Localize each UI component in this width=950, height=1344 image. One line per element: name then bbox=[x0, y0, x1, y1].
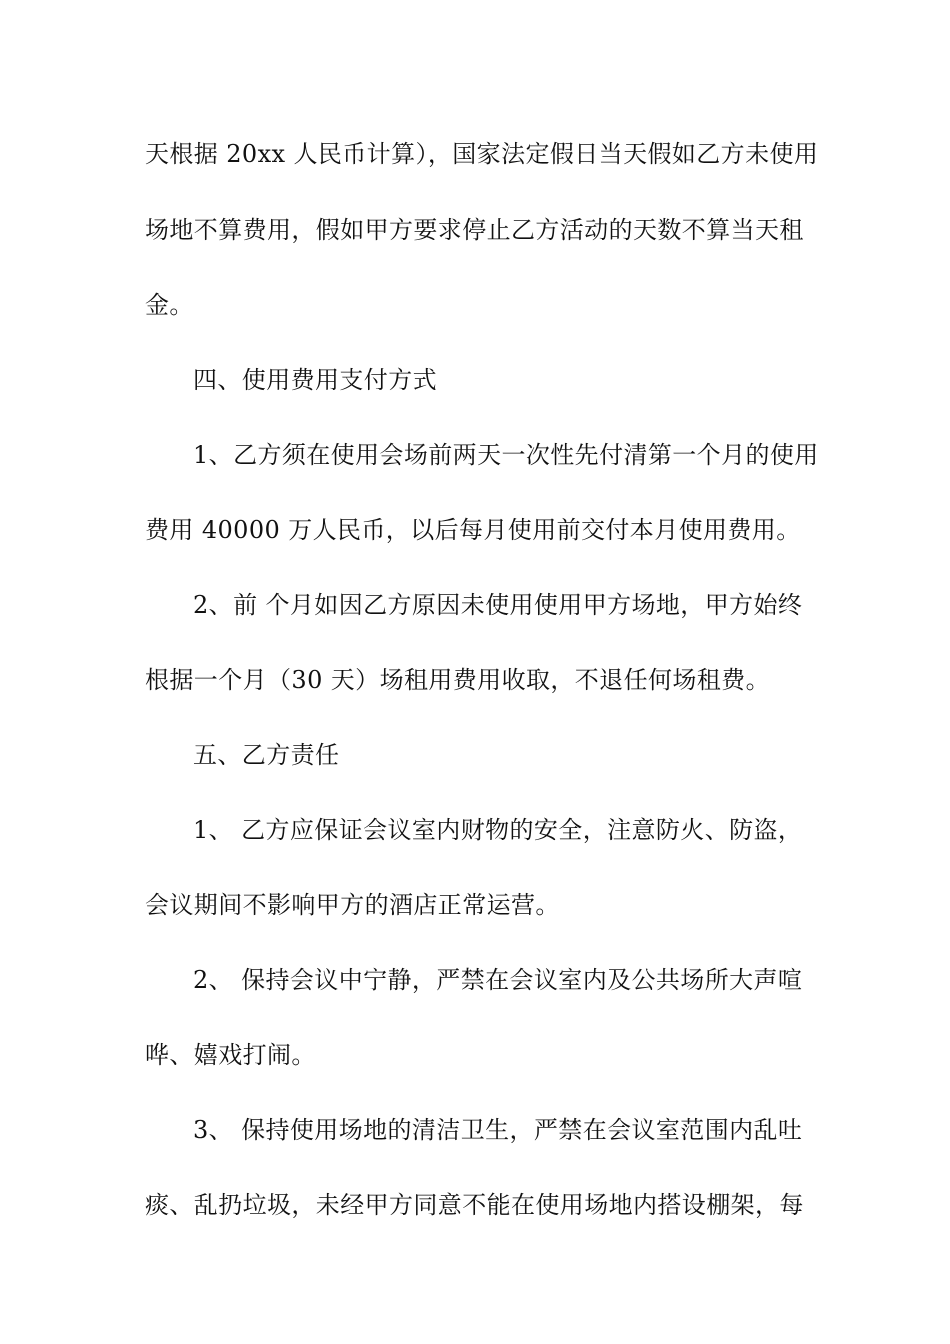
paragraph-line: 会议期间不影响甲方的酒店正常运营。 bbox=[145, 891, 560, 919]
paragraph-line: 1、乙方须在使用会场前两天一次性先付清第一个月的使用 bbox=[193, 441, 819, 469]
paragraph-line: 金。 bbox=[145, 291, 194, 319]
paragraph-line: 天根据 20xx 人民币计算），国家法定假日当天假如乙方未使用 bbox=[145, 140, 819, 168]
paragraph-line: 3、 保持使用场地的清洁卫生，严禁在会议室范围内乱吐 bbox=[193, 1116, 803, 1144]
paragraph-line: 场地不算费用，假如甲方要求停止乙方活动的天数不算当天租 bbox=[145, 216, 804, 244]
paragraph-line: 2、前 个月如因乙方原因未使用使用甲方场地，甲方始终 bbox=[193, 591, 803, 619]
paragraph-line: 费用 40000 万人民币，以后每月使用前交付本月使用费用。 bbox=[145, 516, 801, 544]
paragraph-line: 痰、乱扔垃圾，未经甲方同意不能在使用场地内搭设棚架，每 bbox=[145, 1191, 804, 1219]
section-heading: 五、乙方责任 bbox=[193, 741, 340, 769]
paragraph-line: 1、 乙方应保证会议室内财物的安全，注意防火、防盗， bbox=[193, 816, 803, 844]
paragraph-line: 2、 保持会议中宁静，严禁在会议室内及公共场所大声喧 bbox=[193, 966, 803, 994]
paragraph-line: 根据一个月（30 天）场租用费用收取，不退任何场租费。 bbox=[145, 666, 770, 694]
section-heading: 四、使用费用支付方式 bbox=[193, 366, 437, 394]
paragraph-line: 哗、嬉戏打闹。 bbox=[145, 1041, 316, 1069]
